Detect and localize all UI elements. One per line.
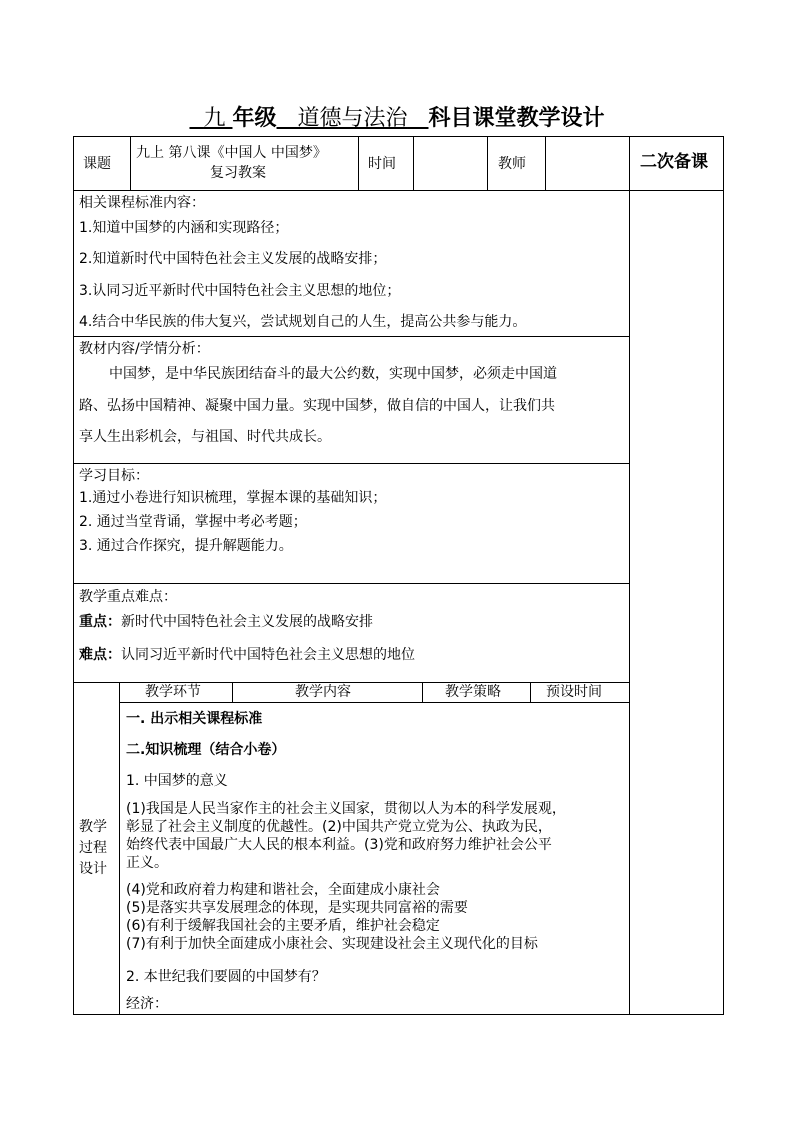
title-subject: 道德与法治 (297, 106, 408, 131)
difficulty-text: 认同习近平新时代中国特色社会主义思想的地位 (121, 647, 415, 663)
paragraph-line: 彰显了社会主义制度的优越性。(2)中国共产党立党为公、执政为民， (126, 819, 552, 835)
difficulty-label: 难点： (79, 647, 121, 663)
header-divider-time-value (413, 136, 414, 190)
economy-label: 经济： (126, 996, 168, 1012)
standard-item: 2.知道新时代中国特色社会主义发展的战略安排； (79, 251, 387, 267)
keypoints-heading: 教学重点难点： (79, 589, 177, 605)
analysis-bottom (73, 463, 629, 464)
teacher-label: 教师 (498, 156, 526, 172)
process-header-divider-3 (530, 682, 531, 702)
document-title (0, 104, 794, 134)
objective-item: 1.通过小卷进行知识梳理，掌握本课的基础知识； (79, 490, 387, 506)
focus-row (79, 613, 373, 631)
topic-value-line1: 九上 第八课《中国人 中国梦》 (136, 145, 327, 161)
focus-label: 重点： (79, 614, 121, 630)
header-divider-topic (130, 136, 131, 190)
process-side-label: 设计 (79, 861, 107, 877)
analysis-line: 中国梦，是中华民族团结奋斗的最大公约数，实现中国梦，必须走中国道 (109, 366, 557, 382)
header-row-bottom (73, 190, 724, 191)
question-heading: 2. 本世纪我们要圆的中国梦有？ (126, 969, 326, 985)
process-side-divider (119, 682, 120, 1015)
analysis-line: 享人生出彩机会，与祖国、时代共成长。 (79, 429, 331, 445)
question-heading: 1. 中国梦的意义 (126, 773, 228, 789)
objectives-bottom (73, 583, 629, 584)
topic-label: 课题 (83, 156, 111, 172)
title-grade: 九 (203, 106, 226, 131)
list-item: (4)党和政府着力构建和谐社会，全面建成小康社会 (126, 882, 440, 898)
process-header-divider-1 (232, 682, 233, 702)
significance-list (126, 881, 538, 953)
secondary-prep-label: 二次备课 (640, 152, 708, 172)
objective-item: 2. 通过当堂背诵，掌握中考必考题； (79, 514, 307, 530)
title-grade-label: 年级 (232, 106, 277, 131)
objectives-heading: 学习目标： (79, 468, 149, 484)
header-divider-teacher-label (487, 136, 488, 190)
time-label: 时间 (368, 156, 396, 172)
process-header-divider-2 (422, 682, 423, 702)
title-suffix: 科目课堂教学设计 (428, 106, 605, 131)
standard-item: 1.知道中国梦的内涵和实现路径； (79, 220, 289, 236)
col-header-content: 教学内容 (295, 684, 351, 700)
objective-item: 3. 通过合作探究，提升解题能力。 (79, 538, 293, 554)
col-header-stage: 教学环节 (145, 684, 201, 700)
analysis-heading: 教材内容/学情分析： (79, 341, 210, 357)
standard-item: 4.结合中华民族的伟大复兴，尝试规划自己的人生，提高公共参与能力。 (79, 314, 527, 330)
standard-item: 3.认同习近平新时代中国特色社会主义思想的地位； (79, 283, 401, 299)
header-divider-teacher-value (545, 136, 546, 190)
col-header-strategy: 教学策略 (445, 684, 501, 700)
standards-heading: 相关课程标准内容： (79, 195, 205, 211)
process-header-bottom (119, 702, 629, 703)
significance-paragraph (126, 800, 566, 872)
section-heading: 一. 出示相关课程标准 (126, 711, 263, 727)
col-header-time: 预设时间 (546, 684, 602, 700)
list-item: (5)是落实共享发展理念的体现，是实现共同富裕的需要 (126, 900, 468, 916)
paragraph-line: 正义。 (126, 855, 168, 871)
paragraph-line: 始终代表中国最广大人民的根本利益。(3)党和政府努力维护社会公平 (126, 837, 552, 853)
list-item: (7)有利于加快全面建成小康社会、实现建设社会主义现代化的目标 (126, 936, 538, 952)
section-heading: 二.知识梳理（结合小卷） (126, 742, 286, 758)
process-side-label: 过程 (79, 840, 107, 856)
process-side-label: 教学 (79, 819, 107, 835)
focus-text: 新时代中国特色社会主义发展的战略安排 (121, 614, 373, 630)
header-divider-time-label (358, 136, 359, 190)
difficulty-row (79, 646, 415, 664)
analysis-line: 路、弘扬中国精神、凝聚中国力量。实现中国梦，做自信的中国人，让我们共 (79, 398, 555, 414)
secondary-column-divider (629, 136, 630, 1015)
topic-value-line2: 复习教案 (210, 165, 266, 181)
list-item: (6)有利于缓解我国社会的主要矛盾，维护社会稳定 (126, 918, 440, 934)
standards-bottom (73, 336, 629, 337)
paragraph-line: (1)我国是人民当家作主的社会主义国家，贯彻以人为本的科学发展观， (126, 801, 566, 817)
